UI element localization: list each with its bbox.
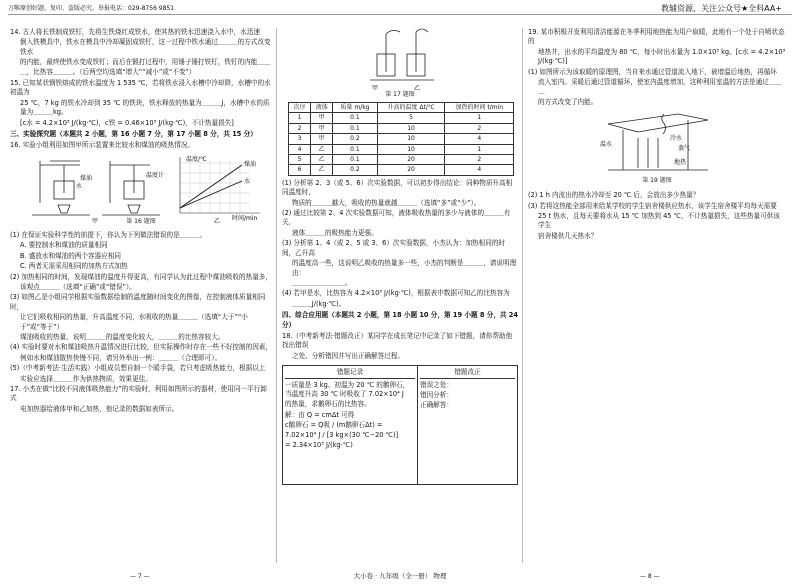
error-correction-title: 错题改正: [420, 368, 515, 378]
question-16-1: (1) 在保证实验科学性的前提下，你认为下列做法错误的是＿＿＿。: [10, 230, 207, 239]
error-correction-right: [418, 366, 517, 484]
table-row: 3 甲 0.2 10 4: [289, 134, 514, 144]
data-table-17: [288, 102, 514, 176]
figure-17-drawing: [282, 28, 518, 92]
error-record-title: 错题记录: [285, 368, 415, 378]
column-divider-1: [276, 28, 277, 563]
column-2: [282, 28, 518, 485]
page-number-right: — 8 —: [640, 573, 660, 580]
label-kerosene: 煤油: [80, 174, 93, 182]
th-mass: 质量 m/kg: [333, 103, 377, 113]
question-17-1: (1) 分析第 2、3（或 5、6）次实验数据，可以初步得出结论：同种物质升高相同温度时， 物质的＿＿＿越大，吸收的热量就越＿＿＿（选填“多”或“少”）。: [282, 178, 513, 207]
question-14: 14. 古人将长铁制成铁钉，先将生铁烧红成铁水，使其热的铁水迅速浇入水中，水迅速 倒入铁模具中，铁水在模具中冷却凝固成铁钉，这一过程中铁水通过＿＿＿的方式改变铁水 的内能，最终使铁水变成铁钉；而后在锻打过程中，用锤子锤打铁钉，铁钉的内能＿＿＿，比热容＿＿＿。（后两空均选填“增大”“减小”或“不变”）: [10, 28, 271, 76]
graph-xlabel: 时间/min: [232, 214, 258, 222]
stand-2: [102, 161, 160, 215]
error-location-label: 错误之处：: [420, 380, 453, 389]
figure-16: [10, 153, 272, 225]
section-3-heading: 三、实验探究题（本题共 2 小题，第 16 小题 7 分，第 17 小题 8 分，共 15 分）: [10, 130, 257, 139]
table-row: 4 乙 0.1 10 1: [289, 144, 514, 154]
graph-line-water: 水: [244, 177, 251, 185]
th-liquid: 液体: [311, 103, 333, 113]
table-row: 5 乙 0.1 20 2: [289, 155, 514, 165]
kerosene-line: [180, 165, 242, 208]
error-record-left: 错题记录 一质量是 3 kg、初温为 20 ℃ 的鹅卵石，当温度升高 30 ℃ 时吸收了 7.02×10⁴ J 的热量，求鹅卵石的比热容。 解：由 Q = cmΔt 可得 c鹅卵石 = Q吸 / (m鹅卵石Δt) = 7.02×10⁴ J / [3 kg×(30 ℃−20 ℃)] = 2.34×10³ J/(kg·℃): [283, 366, 418, 484]
question-19-1: (1) 如图所示为该取暖的原理图，当自来水通过管道流入地下，被增温后地热，再循环 流入室内。采暖后通过管道循环，使室内温度增加，这种利用室温的方法是通过＿＿＿ 的方式改变了内能。: [528, 67, 782, 106]
table-row: 6 乙 0.2 20 4: [289, 165, 514, 175]
label-thermometer: 温度计: [146, 171, 165, 179]
header-rule: [8, 14, 792, 15]
label-geothermal: 地热: [674, 159, 687, 167]
column-1: [10, 28, 272, 415]
question-19-3: (3) 若将这热能全部用来给某学校的学生宿舍楼供应热水，该学生宿舍楼平均每天需要 25 t 热水，且每天要将水从 15 ℃ 加热到 45 ℃，不计热量损失，这些热量可供该学生 宿舍楼供几天热水？: [528, 201, 780, 240]
figure-19-title: 第 19 题图: [642, 177, 672, 185]
caption-yi: 乙: [214, 217, 221, 225]
label-water: 水: [76, 182, 83, 190]
option-a: A. 要控制水和煤油的质量相同: [20, 241, 108, 250]
label-cold-water: 冷水: [670, 135, 683, 143]
caption-jia: 甲: [92, 217, 99, 225]
water-line: [180, 181, 242, 208]
table-header-row: [289, 103, 514, 113]
question-19: 19. 某市积极开发利用清洁能源在冬季利用地热能为用户取暖，此地有一个处于自喷状态的 地热井，出水的平均温度为 80 ℃，每小时出水量为 1.0×10⁵ kg。[c水 = 4.2×10³ J/(kg·℃)]: [528, 28, 786, 66]
graph-ylabel: 温度/℃: [186, 155, 207, 163]
error-record-box: [282, 365, 518, 485]
question-15: 15. 已知某状钢铁熔成的铁水温度为 1 535 ℃，若将铁水浸入水槽中冷却降，水槽中的水初温为 25 ℃，7 kg 的铁水冷却到 35 ℃ 的铁块，铁水释放的热量为＿＿＿J，水槽中水的质量为＿＿＿kg。 [c水 = 4.2×10³ J/(kg·℃)，c铁 = 0.46×10³ J/(kg·℃)，不计热量损失]: [10, 79, 271, 127]
error-cause-label: 错因分析：: [420, 390, 453, 399]
column-divider-2: [522, 28, 523, 563]
label-yi: 乙: [414, 85, 421, 92]
th-rise: 升高的温度 Δt/℃: [377, 103, 445, 113]
question-17-2: (2) 通过比较第 2、4 次实验数据可知，液体吸收热量的多少与液体的＿＿＿有关， 液体＿＿＿的吸热能力更强。: [282, 209, 511, 237]
question-16-3: (3) 如图乙是小组同学根据实验数据绘制的温度随时间变化的图像，在控制液体质量相同时， 让它们吸收相同的热量，升高温度不同，水吸收的热量＿＿＿（选填“大于”“小于”或“等于”） 煤油吸收的热量，说明＿＿＿的温度变化较大，＿＿＿的比热容较大。: [10, 293, 266, 341]
figure-19-drawing: [528, 110, 786, 180]
label-hot-water: 温水: [600, 141, 613, 149]
graph-line-kerosene: 煤油: [244, 160, 257, 168]
page-header-left: 万唯原创好题，复印、盗版必究。举报电话：029-8756 9851: [8, 5, 175, 12]
table-row: 2 甲 0.1 10 2: [289, 123, 514, 133]
table-row: 1 甲 0.1 5 1: [289, 113, 514, 123]
question-16-2: (2) 加热相同的时间，发现煤油的温度升得更高，有同学认为此过程中煤油吸收的热量多， 该观点＿＿＿（选填“正确”或“错误”）。: [10, 272, 272, 291]
question-19-2: (2) 1 h 内流出的热水冷却至 20 ℃ 后，会放出多少热量？: [528, 191, 700, 200]
page-footer: 大小卷 · 九年级（全一册） 物理: [353, 572, 447, 580]
figure-16-drawing: [10, 153, 272, 225]
figure-17-title: 第 17 题图: [385, 91, 415, 98]
figure-16-title: 第 16 题图: [126, 217, 156, 225]
label-jia: 甲: [372, 85, 379, 92]
figure-19: [528, 110, 786, 188]
option-b: B. 盛放水和煤油的两个容器应相同: [20, 251, 122, 260]
th-order: 次序: [289, 103, 311, 113]
option-c: C. 两者无需采用相同的加热方式加热: [20, 262, 128, 271]
figure-17: [282, 28, 518, 100]
th-time: 加热的时间 t/min: [445, 103, 514, 113]
question-16-4: (4) 实验时要对水和煤油吸热升温情况进行比较，但实际操作时存在一些不好控制的因素， 例如水和煤油散热快慢不同，请另外举出一例：＿＿＿（合理即可）。: [10, 343, 272, 362]
page-header-right: 教辅资源，关注公众号★全科AA+: [660, 4, 782, 13]
column-3: [528, 28, 786, 242]
section-4-heading: 四、综合应用题（本题共 2 小题，第 18 小题 10 分，第 19 小题 8 分，共 24 分）: [282, 311, 518, 329]
question-17-3: (3) 分析第 1、4（或 2、5 或 3、6）次实验数据，小杰认为：加热相同的时间，乙升高 的温度高一些，这说明乙吸收的热量多一些，小杰的判断是＿＿＿，请说明理由： ＿＿＿＿＿＿＿＿。: [282, 239, 517, 287]
page-number-left: — 7 —: [130, 573, 150, 580]
label-steam: 蒸气: [678, 145, 691, 153]
question-16-5: (5)（中考新考法·生活实践）小组成员想自制一个暖手袋，若只考虑吸热能力，根据以上 实验应选择＿＿＿作为供热物质，效果更佳。: [10, 364, 266, 383]
question-18: 18.（中考新考法·错题改正）某同学在成长笔记中记录了如下错题，请你帮助他找出错误 之处、分析错因并写出正确解答过程。: [282, 331, 513, 360]
question-17-4: (4) 若甲是水，比热容为 4.2×10³ J/(kg·℃)，根据表中数据可知乙的比热容为 ＿＿＿J/(kg·℃)。: [282, 289, 510, 308]
question-17: 17. 小杰在做“比较不同液体吸热能力”的实验时，利用如图所示的器材，使用同一平行卸式 电加热器给液体甲和乙加热，他记录的数据如表所示。: [10, 384, 267, 413]
correct-answer-label: 正确解答：: [420, 401, 453, 410]
question-16-intro: 16. 实验小组利用如图甲所示装置来比较水和煤油的吸热情况。: [10, 141, 195, 150]
